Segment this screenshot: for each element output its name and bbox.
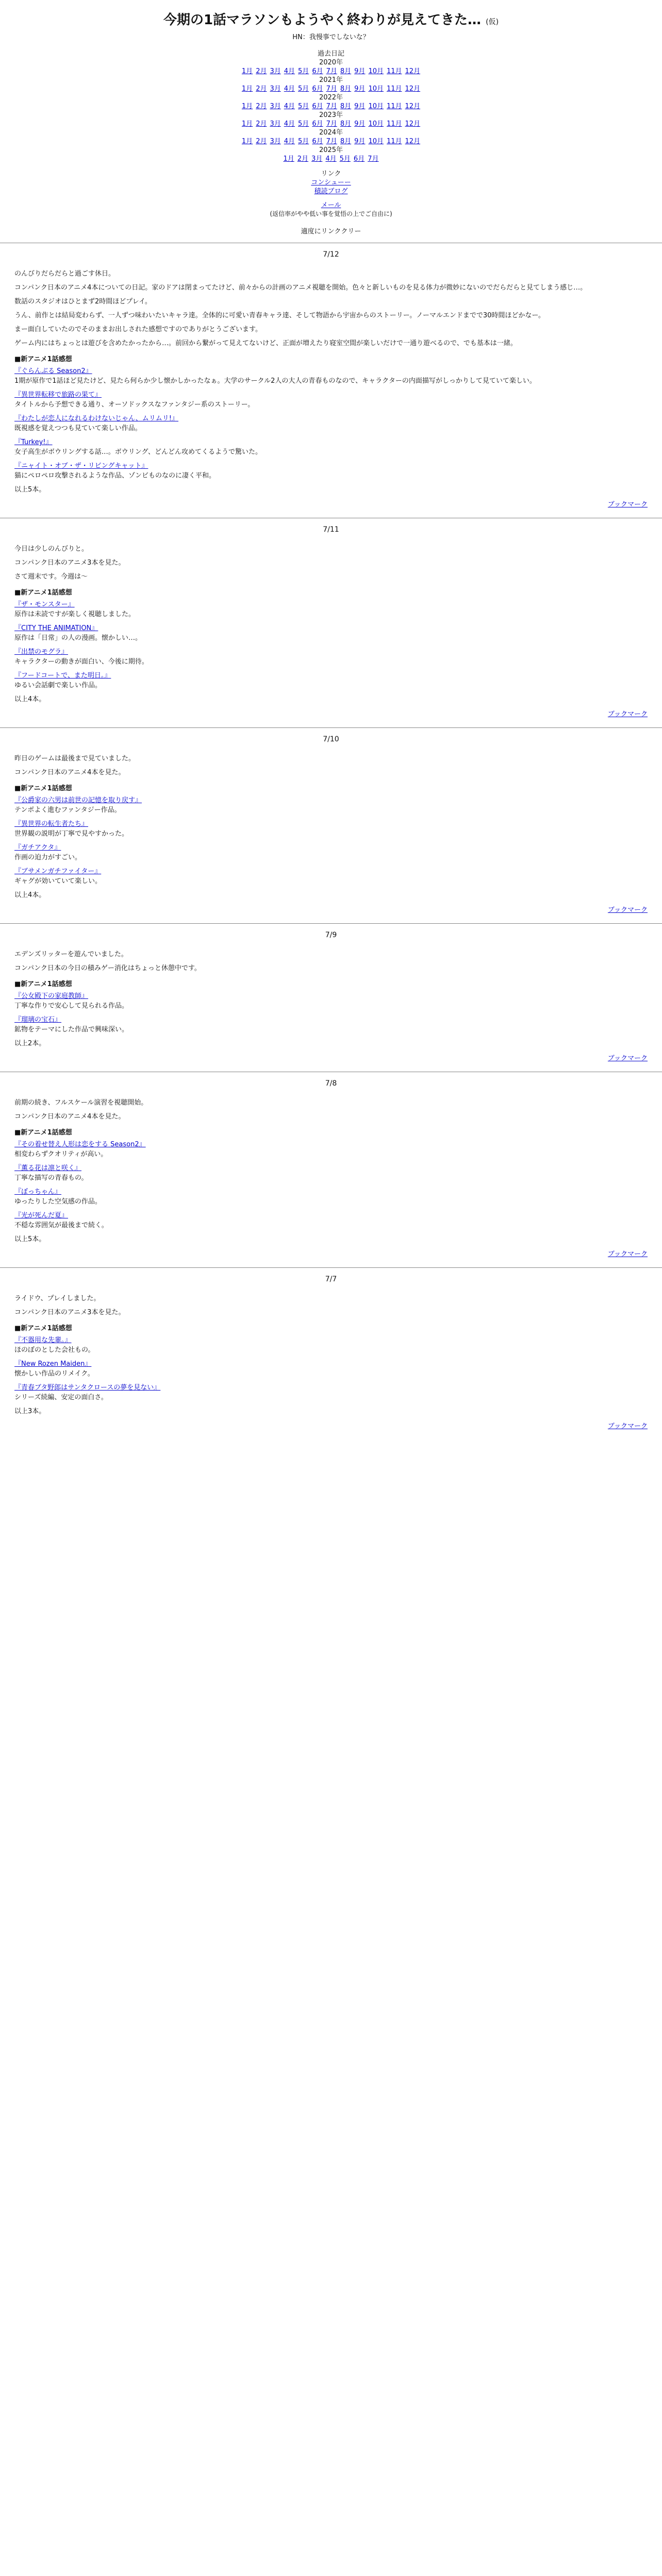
bookmark-row: [0, 708, 662, 718]
archive-month-link[interactable]: 8月: [340, 120, 352, 128]
bookmark-row: [0, 499, 662, 509]
entry-paragraph: コンパンク日本のアニメ3本を見た。: [14, 559, 125, 567]
archive-month-link[interactable]: 6月: [312, 67, 323, 75]
entry-paragraph: 昨日のゲームは最後まで見ていました。: [14, 755, 136, 762]
entry-paragraph: コンパンク日本の今日の積みゲー消化はちょっと休憩中です。: [14, 964, 201, 972]
anime-review-text: 世界観の説明が丁寧で見やすかった。: [14, 830, 129, 838]
archive-month-link[interactable]: 9月: [354, 120, 366, 128]
archive-year: [0, 58, 662, 76]
entry-paragraph: エデンズリッターを遊んでいました。: [14, 951, 128, 958]
archive-month-link[interactable]: 10月: [368, 67, 384, 75]
diary-entry: [0, 727, 662, 923]
bookmark-link[interactable]: ブックマーク: [607, 906, 648, 914]
link-blog[interactable]: 積読ブログ: [314, 188, 348, 195]
anime-title-link[interactable]: 『薫る花は凛と咲く』: [14, 1164, 82, 1172]
archive-month-link[interactable]: 1月: [241, 120, 253, 128]
archive-months: [0, 137, 662, 146]
archive-month-link[interactable]: 3月: [270, 67, 281, 75]
anime-review-text: 原作は「日常」の人の漫画。懐かしい…。: [14, 634, 142, 642]
ads-note: 適度にリンククリー: [301, 228, 361, 235]
entry-paragraph: コンパンク日本のアニメ3本を見た。: [14, 1309, 125, 1316]
mail-note: (返信率がやや低い事を覚悟の上でご自由に): [270, 210, 392, 217]
link-console[interactable]: コンシューー: [311, 179, 351, 187]
anime-title-link[interactable]: 『その着せ替え人形は恋をする Season2』: [14, 1141, 146, 1148]
section-heading: ■新アニメ1話感想: [14, 589, 72, 597]
mail: [0, 201, 662, 218]
entry-paragraph: コンパンク日本のアニメ4本を見た。: [14, 1113, 125, 1121]
archive-month-link[interactable]: 5月: [298, 103, 309, 110]
archive-months: [0, 67, 662, 76]
archive-month-link[interactable]: 2月: [256, 85, 267, 93]
archive-month-link[interactable]: 12月: [405, 138, 421, 145]
archive-month-link[interactable]: 6月: [312, 85, 323, 93]
entry-date: 7/7: [325, 1275, 337, 1283]
archive-month-link[interactable]: 7月: [368, 155, 379, 163]
archive-month-link[interactable]: 10月: [368, 138, 384, 145]
anime-title-link[interactable]: 『異世界転移で旅路の果て』: [14, 391, 102, 399]
bookmark-row: [0, 1420, 662, 1430]
archive-month-link[interactable]: 2月: [297, 155, 309, 163]
section-heading: ■新アニメ1話感想: [14, 1129, 72, 1137]
entry-paragraph: コンパンク日本のアニメ4本についての日記。家のドアは閉まってたけど、前々からの計画のアニメ視聴を開始。色々と新しいものを見る体力が微妙にないのでだらだらと見てしまう感じ…。: [14, 284, 587, 292]
entry-paragraph: うん、前作とは結局変わらず、一人ずつ味わいたいキャラ達。全体的に可愛い青春キャラ達、そして物語から宇宙からのストーリー。ノーマルエンドまでで30時間ほどかなー。: [14, 312, 545, 319]
anime-review-text: キャラクターの動きが面白い、今後に期待。: [14, 658, 148, 666]
archive-year: [0, 128, 662, 146]
archive-month-link[interactable]: 10月: [368, 85, 384, 93]
archive-month-link[interactable]: 5月: [298, 67, 309, 75]
entry-date: 7/10: [323, 735, 339, 743]
archive-year-label: 2025年: [319, 146, 343, 154]
entry-paragraph: 前期の続き、フルスケール演習を視聴開始。: [14, 1099, 148, 1107]
anime-review-text: ほのぼのとした会社もの。: [14, 1346, 95, 1354]
anime-review-text: 既視感を覚えつつも見ていて楽しい作品。: [14, 425, 142, 432]
entry-date: 7/12: [323, 250, 339, 259]
archive-month-link[interactable]: 4月: [284, 120, 295, 128]
entry-closing: 以上5本。: [14, 486, 46, 494]
site-title: [0, 9, 662, 28]
anime-title-link[interactable]: 『New Rozen Maiden』: [14, 1360, 92, 1368]
diary-entry: [0, 1267, 662, 1439]
anime-review-text: 相変わらずクオリティが高い。: [14, 1150, 108, 1158]
archive-month-link[interactable]: 2月: [256, 67, 267, 75]
entry-date: 7/11: [323, 526, 339, 534]
archive-month-link[interactable]: 11月: [386, 103, 402, 110]
archive-month-link[interactable]: 4月: [284, 85, 295, 93]
archive-month-link[interactable]: 1月: [241, 67, 253, 75]
anime-title-link[interactable]: 『光が死んだ夏』: [14, 1212, 69, 1219]
entry-paragraph: のんびりだらだらと過ごす休日。: [14, 270, 115, 278]
bookmark-link[interactable]: ブックマーク: [607, 1250, 648, 1258]
bookmark-row: [0, 904, 662, 914]
archive-month-link[interactable]: 10月: [368, 103, 384, 110]
bookmark-link[interactable]: ブックマーク: [607, 1055, 648, 1062]
entry-body: [0, 950, 662, 1048]
anime-review-text: 不穏な雰囲気が最後まで続く。: [14, 1222, 108, 1229]
archive-month-link[interactable]: 9月: [354, 103, 366, 110]
archive-heading: 過去日記: [317, 50, 344, 58]
archive-month-link[interactable]: 2月: [256, 138, 267, 145]
anime-review-text: 丁寧な描写の青春もの。: [14, 1174, 88, 1182]
archive-year-label: 2023年: [319, 111, 343, 119]
entry-body: [0, 544, 662, 704]
entry-body: [0, 1294, 662, 1416]
diary-entry: [0, 518, 662, 727]
anime-review-text: 原作は未読ですが楽しく視聴しました。: [14, 611, 136, 618]
section-heading: ■新アニメ1話感想: [14, 355, 72, 363]
anime-title-link[interactable]: 『公爵家の六男は前世の記憶を取り戻す』: [14, 796, 142, 804]
anime-review-text: テンポよく進むファンタジー作品。: [14, 806, 121, 814]
entry-date: 7/9: [325, 931, 337, 939]
entry-closing: 以上4本。: [14, 891, 46, 899]
bookmark-link[interactable]: ブックマーク: [607, 710, 648, 718]
anime-title-link[interactable]: 『ぼっちゃん』: [14, 1188, 62, 1196]
section-heading: ■新アニメ1話感想: [14, 785, 72, 792]
anime-title-link[interactable]: 『不器用な先輩。』: [14, 1336, 72, 1344]
anime-review-text: 懐かしい作品のリメイク。: [14, 1370, 94, 1378]
archive-month-link[interactable]: 7月: [326, 67, 337, 75]
archive-month-link[interactable]: 5月: [339, 155, 351, 163]
archive-months: [0, 84, 662, 93]
archive-month-link[interactable]: 8月: [340, 85, 352, 93]
archive-months: [0, 102, 662, 111]
archive-month-link[interactable]: 6月: [353, 155, 365, 163]
archive: [0, 49, 662, 163]
archive-month-link[interactable]: 10月: [368, 120, 384, 128]
links-heading: リンク: [321, 170, 341, 178]
anime-title-link[interactable]: 『異世界の転生者たち』: [14, 820, 89, 828]
anime-title-link[interactable]: 『ザ・モンスター』: [14, 601, 75, 608]
archive-year: [0, 93, 662, 111]
archive-month-link[interactable]: 12月: [405, 120, 421, 128]
links: [0, 170, 662, 196]
bookmark-link[interactable]: ブックマーク: [607, 1422, 648, 1430]
archive-month-link[interactable]: 2月: [256, 120, 267, 128]
site-title-badge: (仮): [486, 18, 499, 26]
anime-review-text: タイトルから予想できる通り、オーソドックスなファンタジー系のストーリー。: [14, 401, 255, 409]
archive-month-link[interactable]: 12月: [405, 103, 421, 110]
archive-month-link[interactable]: 9月: [354, 138, 366, 145]
mail-link[interactable]: メール: [321, 201, 341, 209]
archive-month-link[interactable]: 4月: [325, 155, 337, 163]
archive-year-label: 2022年: [319, 94, 343, 101]
archive-month-link[interactable]: 12月: [405, 67, 421, 75]
archive-year: [0, 76, 662, 93]
section-heading: ■新アニメ1話感想: [14, 980, 72, 988]
anime-title-link[interactable]: 『Turkey!』: [14, 438, 53, 446]
anime-review-text: 丁寧な作りで安心して見られる作品。: [14, 1002, 129, 1010]
entry-paragraph: 数話のスタジオはひとまず2時間ほどプレイ。: [14, 298, 152, 306]
anime-title-link[interactable]: 『わたしが恋人になれるわけないじゃん、ムリムリ!』: [14, 415, 178, 422]
entry-date: 7/8: [325, 1079, 337, 1088]
archive-month-link[interactable]: 12月: [405, 85, 421, 93]
entry-body: [0, 1098, 662, 1244]
anime-title-link[interactable]: 『青春ブタ野郎はサンタクロースの夢を見ない』: [14, 1384, 161, 1392]
archive-month-link[interactable]: 9月: [354, 85, 366, 93]
entry-paragraph: さて週末です。今週は～: [14, 573, 88, 581]
archive-month-link[interactable]: 7月: [326, 120, 337, 128]
anime-review-text: 1期が原作で1話ほど見たけど、見たら何らか少し懐かしかったなぁ。大学のサークル2人の大人の青春ものなので、キャラクターの内面描写がしっかりして見ていて楽しい。: [14, 377, 536, 385]
site-title-text: 今期の1話マラソンもようやく終わりが見えてきた…: [163, 12, 482, 28]
archive-month-link[interactable]: 3月: [270, 85, 281, 93]
archive-month-link[interactable]: 4月: [284, 67, 295, 75]
entry-paragraph: コンパンク日本のアニメ4本を見た。: [14, 769, 125, 776]
entry-body: [0, 754, 662, 900]
archive-month-link[interactable]: 7月: [326, 103, 337, 110]
anime-title-link[interactable]: 『公女殿下の家庭教師』: [14, 992, 89, 1000]
archive-month-link[interactable]: 11月: [386, 120, 402, 128]
anime-title-link[interactable]: 『出禁のモグラ』: [14, 648, 69, 656]
entry-closing: 以上5本。: [14, 1235, 46, 1243]
anime-title-link[interactable]: 『ぐらんぶる Season2』: [14, 367, 92, 375]
archive-month-link[interactable]: 5月: [298, 138, 309, 145]
archive-year-label: 2020年: [319, 59, 343, 66]
entry-paragraph: まー面白していたのでそのままお出しされた感想ですのでありがとうございます。: [14, 326, 262, 333]
anime-review-text: 女子高生がボウリングする話…。ボウリング、どんどん攻めてくるようで驚いた。: [14, 448, 262, 456]
archive-month-link[interactable]: 1月: [241, 85, 253, 93]
anime-review-text: ギャグが効いていて楽しい。: [14, 877, 102, 885]
diary-entry: [0, 243, 662, 518]
archive-month-link[interactable]: 1月: [241, 138, 253, 145]
archive-month-link[interactable]: 3月: [270, 120, 281, 128]
archive-month-link[interactable]: 5月: [298, 120, 309, 128]
archive-month-link[interactable]: 4月: [284, 103, 295, 110]
archive-year: [0, 146, 662, 163]
anime-review-text: シリーズ続編、安定の面白さ。: [14, 1394, 108, 1401]
anime-review-text: ゆるい会話劇で楽しい作品。: [14, 682, 102, 689]
anime-title-link[interactable]: 『ブサメンガチファイター』: [14, 868, 102, 875]
section-heading: ■新アニメ1話感想: [14, 1325, 72, 1332]
anime-title-link[interactable]: 『フードコートで、また明日。』: [14, 672, 111, 680]
archive-month-link[interactable]: 4月: [284, 138, 295, 145]
entries: [0, 243, 662, 1439]
archive-month-link[interactable]: 8月: [340, 138, 352, 145]
entry-paragraph: ゲーム内にはちょっとは遊びを含めたかったから…。前回から繋がって見えてないけど、正面が増えたり寝室空間が楽しいだけで一通り遊べるので、でも基本は一緒。: [14, 340, 517, 347]
archive-month-link[interactable]: 3月: [311, 155, 323, 163]
entry-closing: 以上3本。: [14, 1408, 46, 1415]
archive-month-link[interactable]: 6月: [312, 103, 323, 110]
diary-entry: [0, 1072, 662, 1267]
archive-months: [0, 155, 662, 163]
entry-paragraph: ライドウ、プレイしました。: [14, 1295, 101, 1302]
archive-month-link[interactable]: 1月: [241, 103, 253, 110]
archive-month-link[interactable]: 3月: [270, 103, 281, 110]
entry-closing: 以上4本。: [14, 696, 46, 703]
anime-title-link[interactable]: 『ガチアクタ』: [14, 844, 61, 852]
archive-month-link[interactable]: 6月: [312, 120, 323, 128]
archive-month-link[interactable]: 9月: [354, 67, 366, 75]
diary-entry: [0, 923, 662, 1072]
archive-year-label: 2024年: [319, 129, 343, 137]
archive-year: [0, 111, 662, 128]
archive-month-link[interactable]: 6月: [312, 138, 323, 145]
archive-month-link[interactable]: 2月: [256, 103, 267, 110]
entry-closing: 以上2本。: [14, 1040, 46, 1047]
archive-months: [0, 120, 662, 128]
archive-month-link[interactable]: 8月: [340, 103, 352, 110]
anime-title-link[interactable]: 『CITY THE ANIMATION』: [14, 624, 98, 632]
anime-review-text: 猫にペロペロ攻撃されるような作品、ゾンビものなのに凄く平和。: [14, 472, 216, 480]
archive-years: [0, 58, 662, 163]
archive-month-link[interactable]: 11月: [386, 85, 402, 93]
tagline: HN：我慢事でしないな？: [292, 33, 370, 41]
anime-review-text: 作画の迫力がすごい。: [14, 854, 82, 861]
bookmark-link[interactable]: ブックマーク: [607, 501, 648, 509]
bookmark-row: [0, 1248, 662, 1258]
archive-month-link[interactable]: 8月: [340, 67, 352, 75]
entry-body: [0, 269, 662, 495]
archive-month-link[interactable]: 11月: [386, 138, 402, 145]
archive-month-link[interactable]: 1月: [283, 155, 294, 163]
archive-month-link[interactable]: 5月: [298, 85, 309, 93]
anime-title-link[interactable]: 『瑠璃の宝石』: [14, 1016, 62, 1024]
entry-paragraph: 今日は少しのんびりと。: [14, 545, 89, 553]
archive-month-link[interactable]: 7月: [326, 138, 337, 145]
archive-month-link[interactable]: 11月: [386, 67, 402, 75]
anime-review-text: ゆったりした空気感の作品。: [14, 1198, 102, 1206]
anime-title-link[interactable]: 『ニャイト・オブ・ザ・リビングキャット』: [14, 462, 148, 470]
archive-month-link[interactable]: 3月: [270, 138, 281, 145]
bookmark-row: [0, 1053, 662, 1062]
archive-month-link[interactable]: 7月: [326, 85, 337, 93]
archive-year-label: 2021年: [319, 76, 343, 84]
anime-review-text: 鉱物をテーマにした作品で興味深い。: [14, 1026, 129, 1033]
